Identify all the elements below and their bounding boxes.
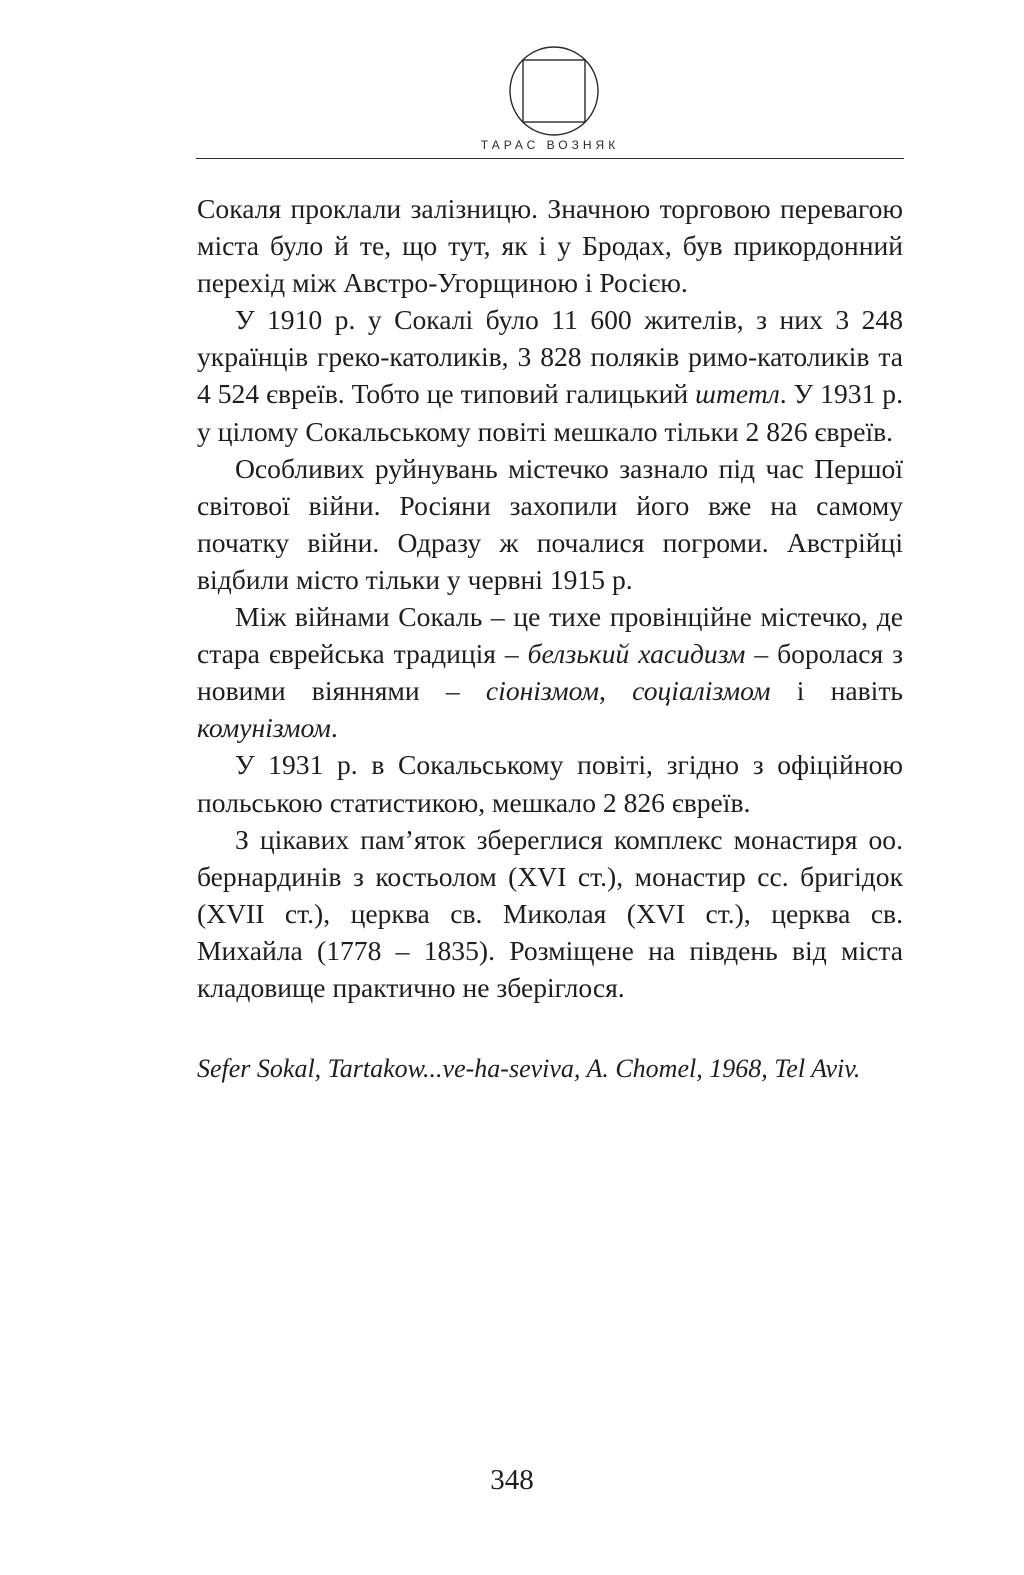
paragraph — [197, 301, 903, 449]
text-run: – боролася з новими віяннями – — [197, 638, 903, 707]
text-run: , — [599, 675, 633, 707]
text-run: Між війнами Сокаль – це тихе провінційне містечко, де стара єврейська традиція – — [197, 601, 903, 670]
italic-term: комунізмом — [197, 712, 331, 744]
body-text — [197, 190, 903, 1006]
italic-term: сіонізмом — [485, 675, 600, 707]
page-number: 348 — [490, 1464, 534, 1496]
italic-term: штетл — [695, 378, 780, 410]
italic-term: белзький хасидизм — [527, 638, 746, 670]
text-run: У 1910 р. у Сокалі було 11 600 жителів, з них 3 248 українців греко-католиків, 3 828 поляків римо-католиків та 4 524 євреїв. Тобто це типовий галицький — [197, 304, 903, 410]
text-run: Особливих руйнувань містечко зазнало під час Першої світової війни. Росіяни захопили його вже на самому початку війни. Одразу ж почалися погроми. Австрійці відбили місто тільки у червні 1915 р. — [197, 452, 903, 595]
paragraph — [197, 746, 903, 820]
text-run: . — [330, 712, 338, 744]
bibliographic-source: Sefer Sokal, Tartakow...ve-ha-seviva, A. Chomel, 1968, Tel Aviv. — [197, 1054, 861, 1083]
text-run: . У 1931 р. у цілому Сокальському повіті мешкало тільки 2 826 євреїв. — [197, 378, 903, 447]
paragraph — [197, 598, 903, 746]
paragraph — [197, 190, 903, 301]
text-run: З цікавих пам’яток збереглися комплекс монастиря оо. бернардинів з костьолом (XVI ст.), монастир сс. бригідок (XVII ст.), церква св. Миколая (XVI ст.), церква св. Михайла (1778 – 1835). Розміщене на південь від міста кладовище практично не зберіглося. — [197, 823, 903, 1003]
paragraph — [197, 821, 903, 1006]
circle-square-emblem-icon — [508, 45, 600, 137]
text-run: У 1931 р. в Сокальському повіті, згідно з офіційною польською статистикою, мешкало 2 826 євреїв. — [197, 749, 903, 818]
paragraph — [197, 450, 903, 598]
text-run: і навіть — [770, 675, 903, 707]
header-rule — [196, 158, 904, 159]
italic-term: соціалізмом — [632, 675, 771, 707]
text-run: Сокаля проклали залізницю. Значною торговою перевагою міста було й те, що тут, як і у Бродах, був прикордонний перехід між Австро-Угорщиною і Росією. — [197, 193, 903, 299]
running-head-author: ТАРАС ВОЗНЯК — [480, 138, 620, 152]
